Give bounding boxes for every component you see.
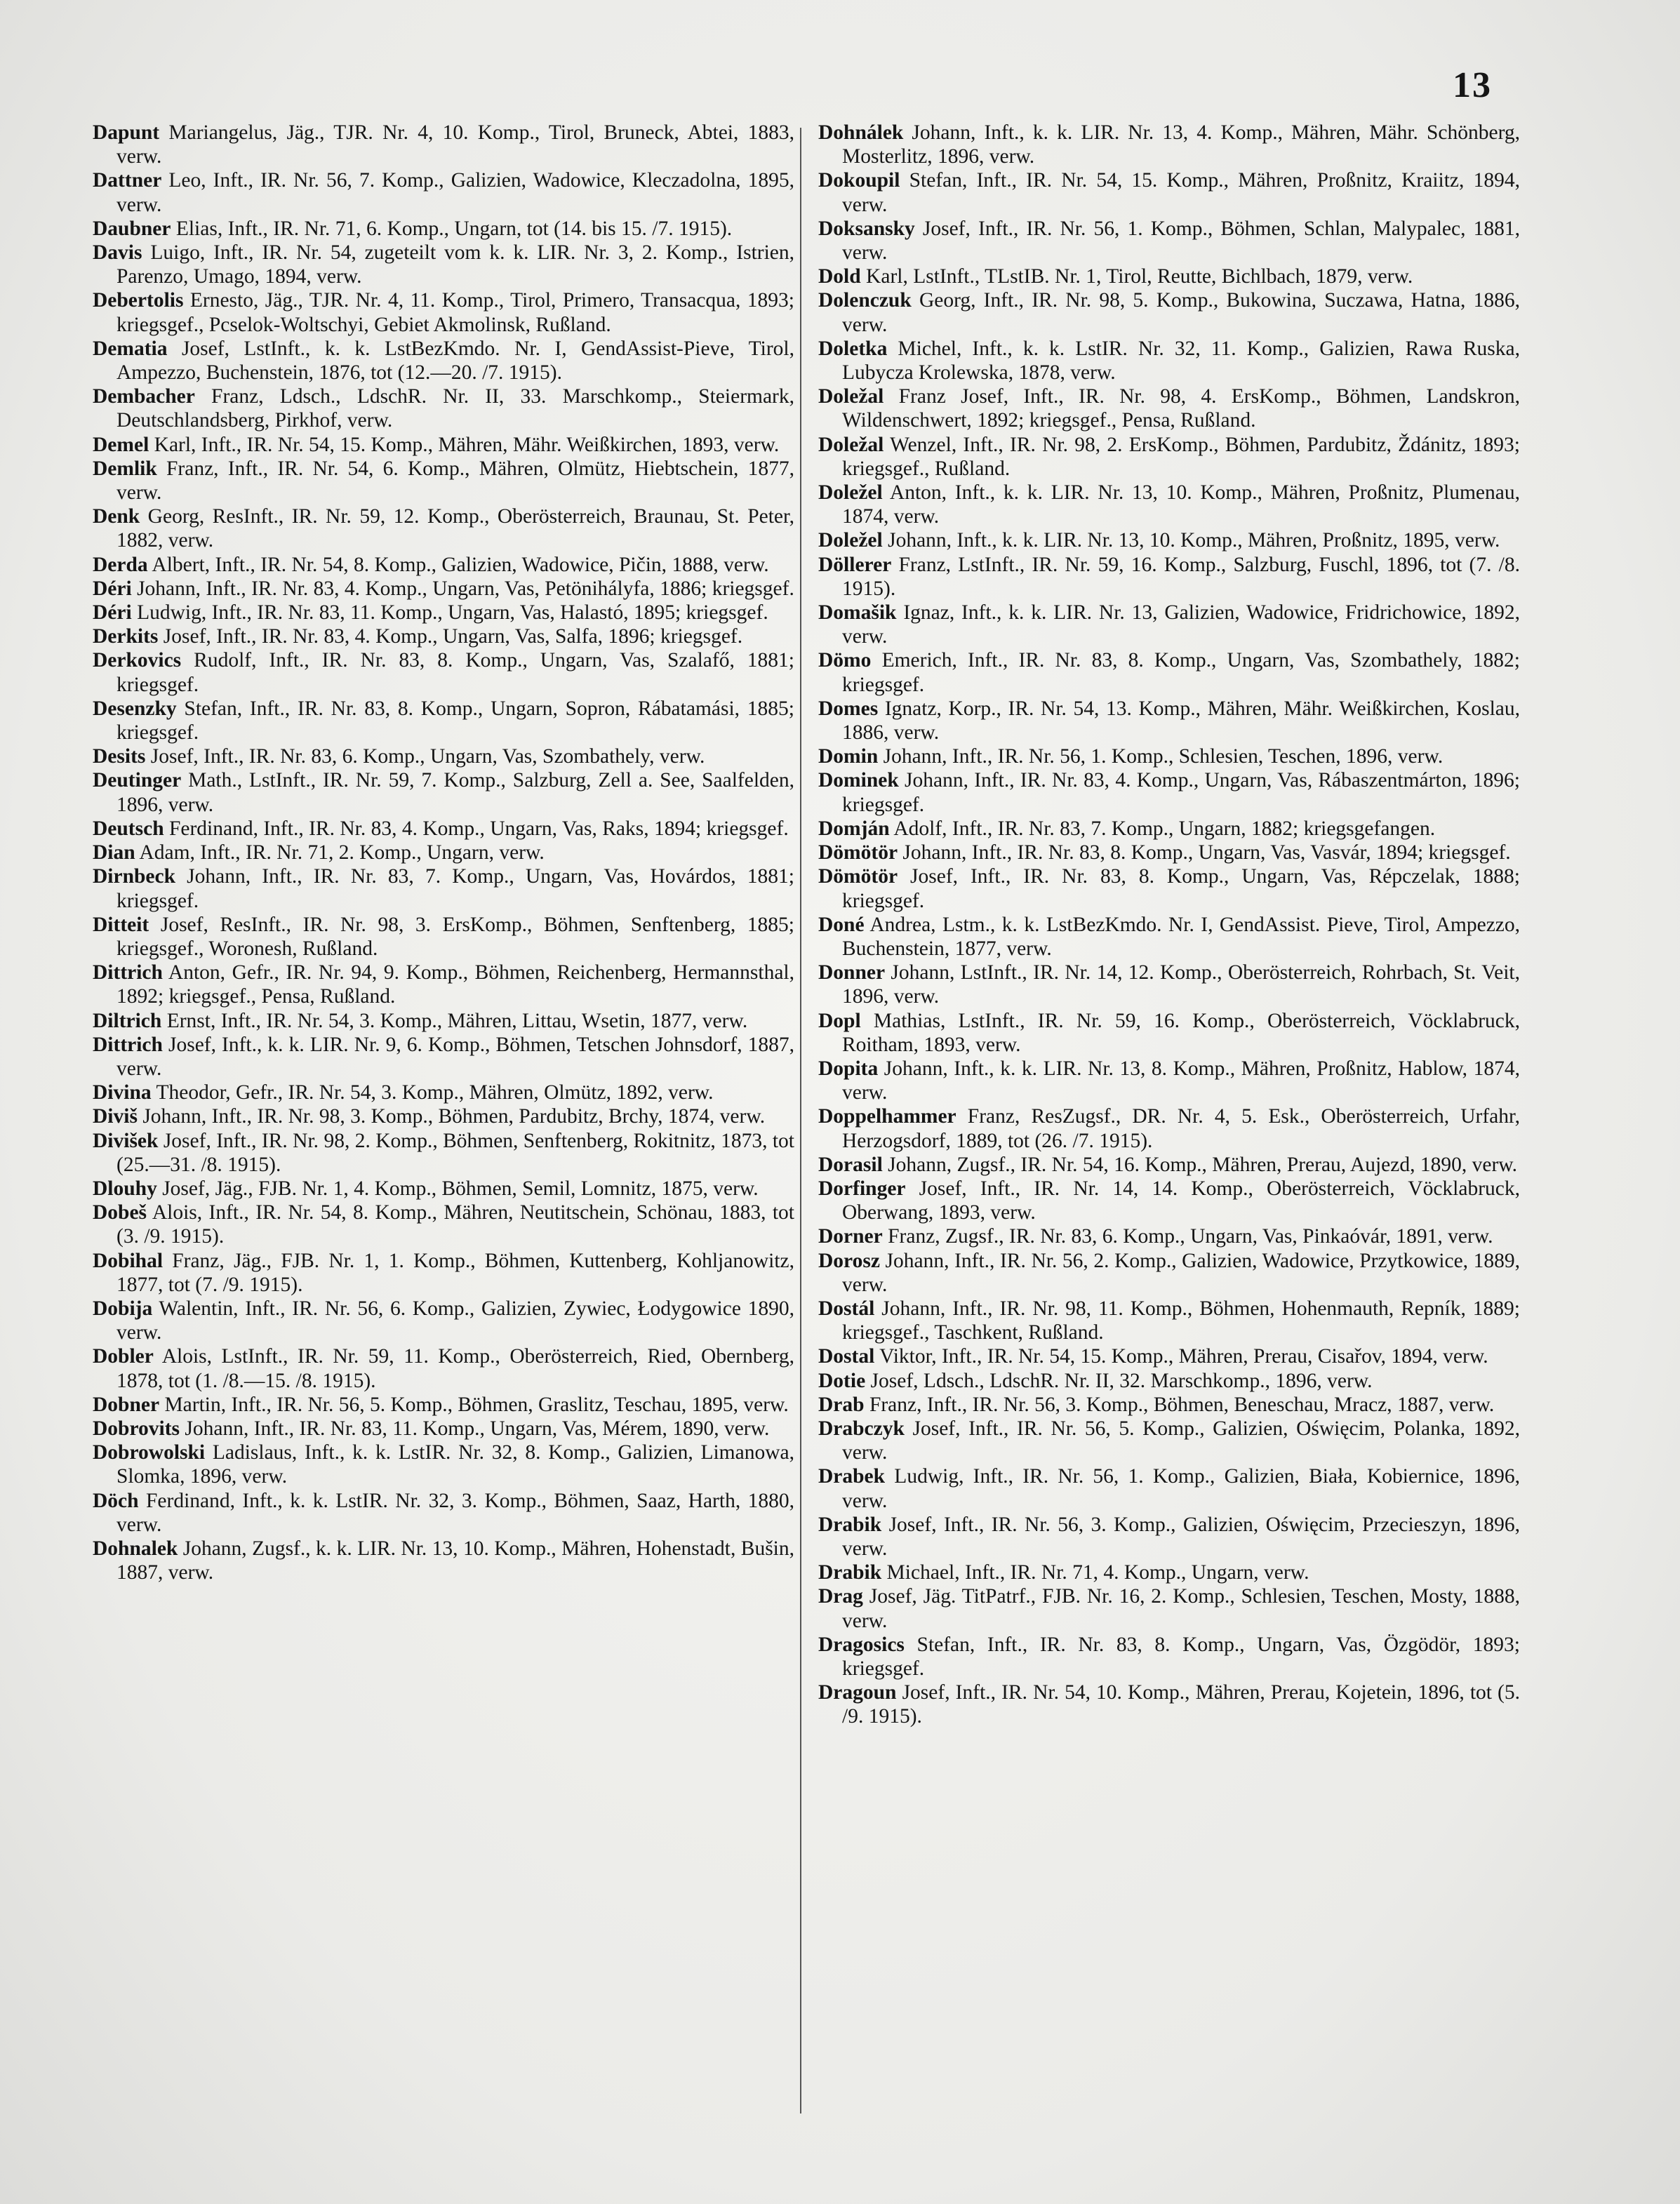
register-entry: [818, 1633, 1520, 1681]
entry-details: Johann, Inft., IR. Nr. 83, 7. Komp., Ungarn, Vas, Hovárdos, 1881; kriegsgef.: [116, 865, 794, 912]
register-entry: [93, 625, 794, 648]
entry-surname: Diviš: [93, 1105, 138, 1128]
entry-surname: Dominek: [818, 769, 899, 792]
register-entry: [93, 457, 794, 505]
entry-details: Johann, Inft., IR. Nr. 98, 11. Komp., Böhmen, Hohenmauth, Repník, 1889; kriegsgef., Taschkent, Rußland.: [842, 1297, 1520, 1344]
entry-details: Josef, Inft., IR. Nr. 56, 1. Komp., Böhmen, Schlan, Malypalec, 1881, verw.: [842, 217, 1521, 265]
register-entry: [818, 961, 1520, 1008]
entry-surname: Dobrowolski: [93, 1441, 206, 1464]
entry-surname: Dirnbeck: [93, 865, 175, 888]
register-entry: [93, 744, 794, 768]
entry-details: Josef, LstInft., k. k. LstBezKmdo. Nr. I, GendAssist-Pieve, Tirol, Ampezzo, Buchenstein, 1876, tot (12.—20. /7. 1915).: [116, 337, 794, 385]
entry-surname: Deutinger: [93, 769, 182, 792]
entry-surname: Doležel: [818, 481, 883, 505]
register-entry: [93, 648, 794, 696]
entry-surname: Drabek: [818, 1465, 886, 1488]
register-entry: [818, 601, 1520, 648]
entry-surname: Dittrich: [93, 961, 163, 984]
entry-surname: Dömötör: [818, 865, 898, 888]
entry-surname: Dattner: [93, 169, 162, 192]
entry-details: Johann, Inft., IR. Nr. 56, 1. Komp., Schlesien, Teschen, 1896, verw.: [883, 745, 1444, 768]
register-entry: [93, 841, 794, 864]
register-entry: [93, 337, 794, 385]
entry-surname: Dorner: [818, 1225, 883, 1248]
entry-surname: Dobrovits: [93, 1417, 180, 1440]
register-entry: [818, 265, 1520, 288]
entry-surname: Drag: [818, 1585, 863, 1608]
entry-surname: Döllerer: [818, 553, 892, 576]
entry-details: Michael, Inft., IR. Nr. 71, 4. Komp., Ungarn, verw.: [886, 1561, 1309, 1584]
column-divider: [800, 128, 801, 2113]
entry-surname: Ditteit: [93, 913, 149, 936]
entry-surname: Dragoun: [818, 1681, 897, 1704]
register-entry: [818, 1177, 1520, 1224]
register-entry: [818, 217, 1520, 265]
entry-surname: Domes: [818, 697, 879, 720]
entry-surname: Demel: [93, 433, 149, 456]
entry-surname: Daubner: [93, 217, 171, 240]
entry-surname: Debertolis: [93, 289, 184, 312]
entry-details: Franz, Ldsch., LdschR. Nr. II, 33. Marschkomp., Steiermark, Deutschlandsberg, Pirkhof, verw.: [116, 385, 795, 432]
entry-surname: Domašik: [818, 601, 897, 625]
entry-details: Johann, Inft., IR. Nr. 83, 8. Komp., Ungarn, Vas, Vasvár, 1894; kriegsgef.: [902, 841, 1511, 864]
entry-details: Ignaz, Inft., k. k. LIR. Nr. 13, Galizien, Wadowice, Fridrichowice, 1892, verw.: [842, 601, 1520, 648]
entry-details: Alois, LstInft., IR. Nr. 59, 11. Komp., Oberösterreich, Ried, Obernberg, 1878, tot (1. /8.—15. /8. 1915).: [116, 1345, 794, 1392]
entry-details: Emerich, Inft., IR. Nr. 83, 8. Komp., Ungarn, Vas, Szombathely, 1882; kriegsgef.: [842, 649, 1521, 696]
register-entry: [818, 648, 1520, 696]
entry-details: Josef, Inft., IR. Nr. 83, 6. Komp., Ungarn, Vas, Szombathely, verw.: [150, 745, 705, 768]
register-entry: [93, 1297, 794, 1344]
register-entry: [93, 961, 794, 1008]
register-entry: [818, 1584, 1520, 1632]
entry-details: Ferdinand, Inft., k. k. LstIR. Nr. 32, 3. Komp., Böhmen, Saaz, Harth, 1880, verw.: [116, 1489, 794, 1536]
register-entry: [93, 1417, 794, 1441]
entry-surname: Dömo: [818, 649, 872, 672]
entry-surname: Domján: [818, 817, 890, 840]
entry-details: Stefan, Inft., IR. Nr. 83, 8. Komp., Ungarn, Vas, Özgödör, 1893; kriegsgef.: [842, 1633, 1520, 1680]
register-entry: [93, 1104, 794, 1128]
entry-details: Mathias, LstInft., IR. Nr. 59, 16. Komp., Oberösterreich, Vöcklabruck, Roitham, 1893, verw.: [842, 1009, 1521, 1056]
register-entry: [818, 864, 1520, 912]
entry-surname: Domin: [818, 745, 879, 768]
entry-details: Johann, Zugsf., k. k. LIR. Nr. 13, 10. Komp., Mähren, Hohenstadt, Bušin, 1887, verw.: [116, 1537, 795, 1584]
entry-details: Ludwig, Inft., IR. Nr. 56, 1. Komp., Galizien, Biała, Kobiernice, 1896, verw.: [842, 1465, 1521, 1512]
entry-details: Ernesto, Jäg., TJR. Nr. 4, 11. Komp., Tirol, Primero, Transacqua, 1893; kriegsgef., Pcselok-Woltschyi, Gebiet Akmolinsk, Rußland.: [116, 289, 795, 336]
entry-surname: Dorfinger: [818, 1177, 906, 1200]
register-entry: [93, 241, 794, 288]
entry-details: Johann, Inft., IR. Nr. 83, 11. Komp., Ungarn, Vas, Mérem, 1890, verw.: [185, 1417, 770, 1440]
entry-details: Anton, Inft., k. k. LIR. Nr. 13, 10. Komp., Mähren, Proßnitz, Plumenau, 1874, verw.: [842, 481, 1520, 528]
entry-details: Luigo, Inft., IR. Nr. 54, zugeteilt vom k. k. LIR. Nr. 3, 2. Komp., Istrien, Parenzo, Umago, 1894, verw.: [116, 241, 795, 288]
entry-surname: Dragosics: [818, 1633, 905, 1656]
entry-details: Josef, Inft., IR. Nr. 54, 10. Komp., Mähren, Prerau, Kojetein, 1896, tot (5. /9. 1915).: [842, 1681, 1521, 1728]
entry-details: Johann, Inft., IR. Nr. 56, 2. Komp., Galizien, Wadowice, Przytkowice, 1889, verw.: [842, 1249, 1521, 1296]
entry-surname: Davis: [93, 241, 142, 265]
entry-surname: Dobeš: [93, 1201, 147, 1224]
register-entry: [818, 1393, 1520, 1417]
entry-details: Martin, Inft., IR. Nr. 56, 5. Komp., Böhmen, Graslitz, Teschau, 1895, verw.: [164, 1393, 789, 1416]
register-entry: [818, 1369, 1520, 1393]
register-entry: [93, 385, 794, 432]
entry-surname: Dömötör: [818, 841, 898, 864]
entry-details: Josef, ResInft., IR. Nr. 98, 3. ErsKomp., Böhmen, Senftenberg, 1885; kriegsgef., Woronesh, Rußland.: [116, 913, 794, 960]
entry-details: Josef, Inft., IR. Nr. 56, 3. Komp., Galizien, Oświęcim, Przecieszyn, 1896, verw.: [842, 1513, 1521, 1560]
entry-surname: Doležal: [818, 385, 884, 408]
register-entry: [818, 385, 1520, 432]
entry-details: Theodor, Gefr., IR. Nr. 54, 3. Komp., Mähren, Olmütz, 1892, verw.: [156, 1081, 714, 1104]
entry-details: Ladislaus, Inft., k. k. LstIR. Nr. 32, 8. Komp., Galizien, Limanowa, Slomka, 1896, verw.: [116, 1441, 794, 1488]
entry-surname: Dohnalek: [93, 1537, 178, 1560]
entry-surname: Derda: [93, 553, 148, 576]
register-entry: [818, 1224, 1520, 1248]
entry-details: Franz Josef, Inft., IR. Nr. 98, 4. ErsKomp., Böhmen, Landskron, Wildenschwert, 1892; kriegsgef., Pensa, Rußland.: [842, 385, 1520, 432]
entry-surname: Dobihal: [93, 1249, 164, 1272]
entry-surname: Doležel: [818, 529, 883, 552]
entry-surname: Drab: [818, 1393, 865, 1416]
entry-details: Walentin, Inft., IR. Nr. 56, 6. Komp., Galizien, Zywiec, Łodygowice 1890, verw.: [116, 1297, 795, 1344]
entry-details: Josef, Inft., IR. Nr. 83, 4. Komp., Ungarn, Vas, Salfa, 1896; kriegsgef.: [163, 625, 743, 648]
entry-surname: Dopita: [818, 1057, 879, 1080]
entry-details: Mariangelus, Jäg., TJR. Nr. 4, 10. Komp., Tirol, Bruneck, Abtei, 1883, verw.: [116, 121, 794, 168]
register-entry: [93, 1009, 794, 1033]
register-entry: [93, 553, 794, 577]
entry-details: Franz, Inft., IR. Nr. 56, 3. Komp., Böhmen, Beneschau, Mracz, 1887, verw.: [869, 1393, 1495, 1416]
entry-details: Leo, Inft., IR. Nr. 56, 7. Komp., Galizien, Wadowice, Kleczadolna, 1895, verw.: [116, 169, 794, 216]
register-entry: [818, 841, 1520, 864]
entry-details: Josef, Inft., IR. Nr. 98, 2. Komp., Böhmen, Senftenberg, Rokitnitz, 1873, tot (25.—31. /8. 1915).: [116, 1129, 795, 1176]
entry-details: Johann, Inft., k. k. LIR. Nr. 13, 4. Komp., Mähren, Mähr. Schönberg, Mosterlitz, 1896, verw.: [842, 121, 1520, 168]
register-entry: [93, 433, 794, 457]
entry-details: Adolf, Inft., IR. Nr. 83, 7. Komp., Ungarn, 1882; kriegsgefangen.: [893, 817, 1436, 840]
entry-details: Franz, LstInft., IR. Nr. 59, 16. Komp., Salzburg, Fuschl, 1896, tot (7. /8. 1915).: [842, 553, 1520, 600]
entry-details: Albert, Inft., IR. Nr. 54, 8. Komp., Galizien, Wadowice, Pičin, 1888, verw.: [152, 553, 769, 576]
entry-details: Johann, Inft., IR. Nr. 98, 3. Komp., Böhmen, Pardubitz, Brchy, 1874, verw.: [142, 1105, 766, 1128]
entry-surname: Doležal: [818, 433, 884, 456]
entry-details: Georg, ResInft., IR. Nr. 59, 12. Komp., Oberösterreich, Braunau, St. Peter, 1882, verw.: [116, 505, 795, 552]
entry-details: Stefan, Inft., IR. Nr. 54, 15. Komp., Mähren, Proßnitz, Kraiitz, 1894, verw.: [842, 169, 1520, 216]
entry-details: Johann, Inft., k. k. LIR. Nr. 13, 8. Komp., Mähren, Proßnitz, Hablow, 1874, verw.: [842, 1057, 1520, 1104]
entry-surname: Dittrich: [93, 1033, 163, 1056]
register-entry: [818, 288, 1520, 336]
register-entry: [93, 1177, 794, 1201]
entry-details: Josef, Inft., k. k. LIR. Nr. 9, 6. Komp., Böhmen, Tetschen Johnsdorf, 1887, verw.: [116, 1033, 794, 1080]
entry-surname: Dostál: [818, 1297, 875, 1320]
register-entry: [93, 1344, 794, 1392]
entry-surname: Donner: [818, 961, 886, 984]
entry-details: Wenzel, Inft., IR. Nr. 98, 2. ErsKomp., Böhmen, Pardubitz, Ždánitz, 1893; kriegsgef., Rußland.: [842, 433, 1520, 480]
entry-surname: Doletka: [818, 337, 888, 360]
register-entry: [93, 1201, 794, 1248]
entry-details: Johann, Zugsf., IR. Nr. 54, 16. Komp., Mähren, Prerau, Aujezd, 1890, verw.: [888, 1153, 1518, 1176]
entry-surname: Dian: [93, 841, 135, 864]
register-entry: [818, 1464, 1520, 1512]
entry-details: Johann, Inft., IR. Nr. 83, 4. Komp., Ungarn, Vas, Petönihályfa, 1886; kriegsgef.: [137, 577, 794, 600]
entry-surname: Dolenczuk: [818, 289, 912, 312]
entry-details: Andrea, Lstm., k. k. LstBezKmdo. Nr. I, GendAssist. Pieve, Tirol, Ampezzo, Buchenstein, 1877, verw.: [842, 913, 1521, 960]
register-entry: [818, 913, 1520, 961]
entry-details: Josef, Ldsch., LdschR. Nr. II, 32. Marschkomp., 1896, verw.: [870, 1369, 1373, 1392]
entry-details: Franz, ResZugsf., DR. Nr. 4, 5. Esk., Oberösterreich, Urfahr, Herzogsdorf, 1889, tot (26. /7. 1915).: [842, 1105, 1521, 1152]
entry-surname: Dorasil: [818, 1153, 883, 1176]
entry-surname: Dobner: [93, 1393, 160, 1416]
entry-details: Franz, Inft., IR. Nr. 54, 6. Komp., Mähren, Olmütz, Hiebtschein, 1877, verw.: [116, 457, 795, 505]
entry-details: Franz, Jäg., FJB. Nr. 1, 1. Komp., Böhmen, Kuttenberg, Kohljanowitz, 1877, tot (7. /9. 1915).: [116, 1249, 794, 1296]
register-entry: [93, 168, 794, 216]
register-entry: [818, 1297, 1520, 1344]
entry-surname: Doné: [818, 913, 865, 936]
register-entry: [818, 1153, 1520, 1177]
register-entry: [818, 1513, 1520, 1561]
register-entry: [818, 481, 1520, 528]
entry-details: Stefan, Inft., IR. Nr. 83, 8. Komp., Ungarn, Sopron, Rábatamási, 1885; kriegsgef.: [116, 697, 794, 744]
page-number: 13: [1453, 65, 1492, 105]
entry-surname: Dorosz: [818, 1249, 880, 1272]
register-entry: [818, 1561, 1520, 1584]
entry-surname: Déri: [93, 601, 132, 625]
register-entry: [93, 1249, 794, 1297]
entry-surname: Dotie: [818, 1369, 866, 1392]
entry-surname: Dokoupil: [818, 169, 900, 192]
entry-surname: Drabczyk: [818, 1417, 905, 1440]
entry-details: Ferdinand, Inft., IR. Nr. 83, 4. Komp., Ungarn, Vas, Raks, 1894; kriegsgef.: [168, 817, 789, 840]
entry-surname: Divišek: [93, 1129, 159, 1152]
register-entry: [93, 1129, 794, 1177]
entry-details: Josef, Inft., IR. Nr. 83, 8. Komp., Ungarn, Vas, Répczelak, 1888; kriegsgef.: [842, 865, 1520, 912]
entry-surname: Dobler: [93, 1345, 154, 1368]
entry-details: Johann, LstInft., IR. Nr. 14, 12. Komp., Oberösterreich, Rohrbach, St. Veit, 1896, verw.: [842, 961, 1520, 1008]
left-column: [93, 121, 794, 1584]
entry-surname: Desits: [93, 745, 146, 768]
entry-surname: Döch: [93, 1489, 139, 1512]
entry-details: Josef, Inft., IR. Nr. 56, 5. Komp., Galizien, Oświęcim, Polanka, 1892, verw.: [842, 1417, 1521, 1464]
register-entry: [818, 168, 1520, 216]
register-entry: [818, 744, 1520, 768]
register-entry: [93, 288, 794, 336]
register-entry: [93, 505, 794, 552]
entry-details: Viktor, Inft., IR. Nr. 54, 15. Komp., Mähren, Prerau, Cisařov, 1894, verw.: [879, 1345, 1488, 1368]
register-entry: [818, 337, 1520, 385]
right-column: [818, 121, 1520, 1729]
register-entry: [93, 1393, 794, 1417]
register-entry: [93, 1489, 794, 1537]
entry-surname: Dopl: [818, 1009, 861, 1032]
register-entry: [93, 1537, 794, 1584]
entry-surname: Dostal: [818, 1345, 875, 1368]
register-entry: [818, 1681, 1520, 1728]
entry-surname: Drabik: [818, 1513, 882, 1536]
entry-details: Adam, Inft., IR. Nr. 71, 2. Komp., Ungarn, verw.: [139, 841, 545, 864]
register-entry: [93, 1081, 794, 1104]
register-entry: [93, 817, 794, 841]
register-entry: [93, 217, 794, 241]
entry-surname: Drabik: [818, 1561, 882, 1584]
entry-details: Rudolf, Inft., IR. Nr. 83, 8. Komp., Ungarn, Vas, Szalafő, 1881; kriegsgef.: [116, 649, 794, 696]
entry-details: Johann, Inft., IR. Nr. 83, 4. Komp., Ungarn, Vas, Rábaszentmárton, 1896; kriegsgef.: [842, 769, 1520, 816]
register-entry: [818, 1249, 1520, 1297]
entry-details: Ludwig, Inft., IR. Nr. 83, 11. Komp., Ungarn, Vas, Halastó, 1895; kriegsgef.: [137, 601, 768, 625]
entry-surname: Déri: [93, 577, 132, 600]
entry-surname: Diltrich: [93, 1009, 162, 1032]
register-entry: [93, 1033, 794, 1081]
entry-surname: Dapunt: [93, 121, 160, 144]
entry-surname: Doppelhammer: [818, 1105, 956, 1128]
entry-surname: Doksansky: [818, 217, 915, 240]
entry-surname: Divina: [93, 1081, 152, 1104]
entry-details: Josef, Jäg., FJB. Nr. 1, 4. Komp., Böhmen, Semil, Lomnitz, 1875, verw.: [162, 1177, 759, 1200]
entry-details: Karl, LstInft., TLstIB. Nr. 1, Tirol, Reutte, Bichlbach, 1879, verw.: [866, 265, 1413, 288]
register-entry: [93, 601, 794, 625]
register-entry: [818, 121, 1520, 168]
entry-details: Alois, Inft., IR. Nr. 54, 8. Komp., Mähren, Neutitschein, Schönau, 1883, tot (3. /9. 1915).: [116, 1201, 794, 1248]
entry-details: Josef, Inft., IR. Nr. 14, 14. Komp., Oberösterreich, Vöcklabruck, Oberwang, 1893, verw.: [842, 1177, 1520, 1224]
register-entry: [818, 528, 1520, 552]
register-entry: [93, 864, 794, 912]
register-entry: [93, 121, 794, 168]
register-entry: [818, 1344, 1520, 1368]
entry-surname: Desenzky: [93, 697, 177, 720]
register-entry: [93, 913, 794, 961]
register-entry: [818, 1057, 1520, 1104]
entry-details: Math., LstInft., IR. Nr. 59, 7. Komp., Salzburg, Zell a. See, Saalfelden, 1896, verw.: [116, 769, 794, 816]
entry-surname: Dold: [818, 265, 861, 288]
entry-details: Ignatz, Korp., IR. Nr. 54, 13. Komp., Mähren, Mähr. Weißkirchen, Koslau, 1886, verw.: [842, 697, 1520, 744]
register-entry: [818, 433, 1520, 481]
register-entry: [818, 768, 1520, 816]
entry-surname: Dembacher: [93, 385, 195, 408]
entry-surname: Derkits: [93, 625, 159, 648]
entry-surname: Deutsch: [93, 817, 164, 840]
entry-surname: Derkovics: [93, 649, 182, 672]
entry-surname: Dlouhy: [93, 1177, 157, 1200]
register-entry: [818, 697, 1520, 744]
entry-surname: Dematia: [93, 337, 168, 360]
entry-surname: Denk: [93, 505, 140, 528]
register-entry: [818, 1104, 1520, 1152]
entry-details: Anton, Gefr., IR. Nr. 94, 9. Komp., Böhmen, Reichenberg, Hermannsthal, 1892; kriegsgef., Pensa, Rußland.: [116, 961, 794, 1008]
register-entry: [818, 1417, 1520, 1464]
entry-details: Georg, Inft., IR. Nr. 98, 5. Komp., Bukowina, Suczawa, Hatna, 1886, verw.: [842, 289, 1520, 336]
entry-surname: Demlik: [93, 457, 157, 480]
entry-surname: Dohnálek: [818, 121, 904, 144]
register-entry: [93, 697, 794, 744]
entry-surname: Dobija: [93, 1297, 153, 1320]
entry-details: Michel, Inft., k. k. LstIR. Nr. 32, 11. Komp., Galizien, Rawa Ruska, Lubycza Krolewska, 1878, verw.: [842, 337, 1520, 385]
entry-details: Karl, Inft., IR. Nr. 54, 15. Komp., Mähren, Mähr. Weißkirchen, 1893, verw.: [154, 433, 780, 456]
entry-details: Ernst, Inft., IR. Nr. 54, 3. Komp., Mähren, Littau, Wsetin, 1877, verw.: [166, 1009, 748, 1032]
register-entry: [818, 553, 1520, 601]
register-entry: [93, 577, 794, 601]
register-entry: [93, 768, 794, 816]
entry-details: Josef, Jäg. TitPatrf., FJB. Nr. 16, 2. Komp., Schlesien, Teschen, Mosty, 1888, verw.: [842, 1585, 1521, 1632]
register-entry: [93, 1441, 794, 1488]
entry-details: Johann, Inft., k. k. LIR. Nr. 13, 10. Komp., Mähren, Proßnitz, 1895, verw.: [888, 529, 1500, 552]
entry-details: Elias, Inft., IR. Nr. 71, 6. Komp., Ungarn, tot (14. bis 15. /7. 1915).: [175, 217, 733, 240]
entry-details: Franz, Zugsf., IR. Nr. 83, 6. Komp., Ungarn, Vas, Pinkaóvár, 1891, verw.: [888, 1225, 1493, 1248]
register-entry: [818, 817, 1520, 841]
register-entry: [818, 1009, 1520, 1057]
